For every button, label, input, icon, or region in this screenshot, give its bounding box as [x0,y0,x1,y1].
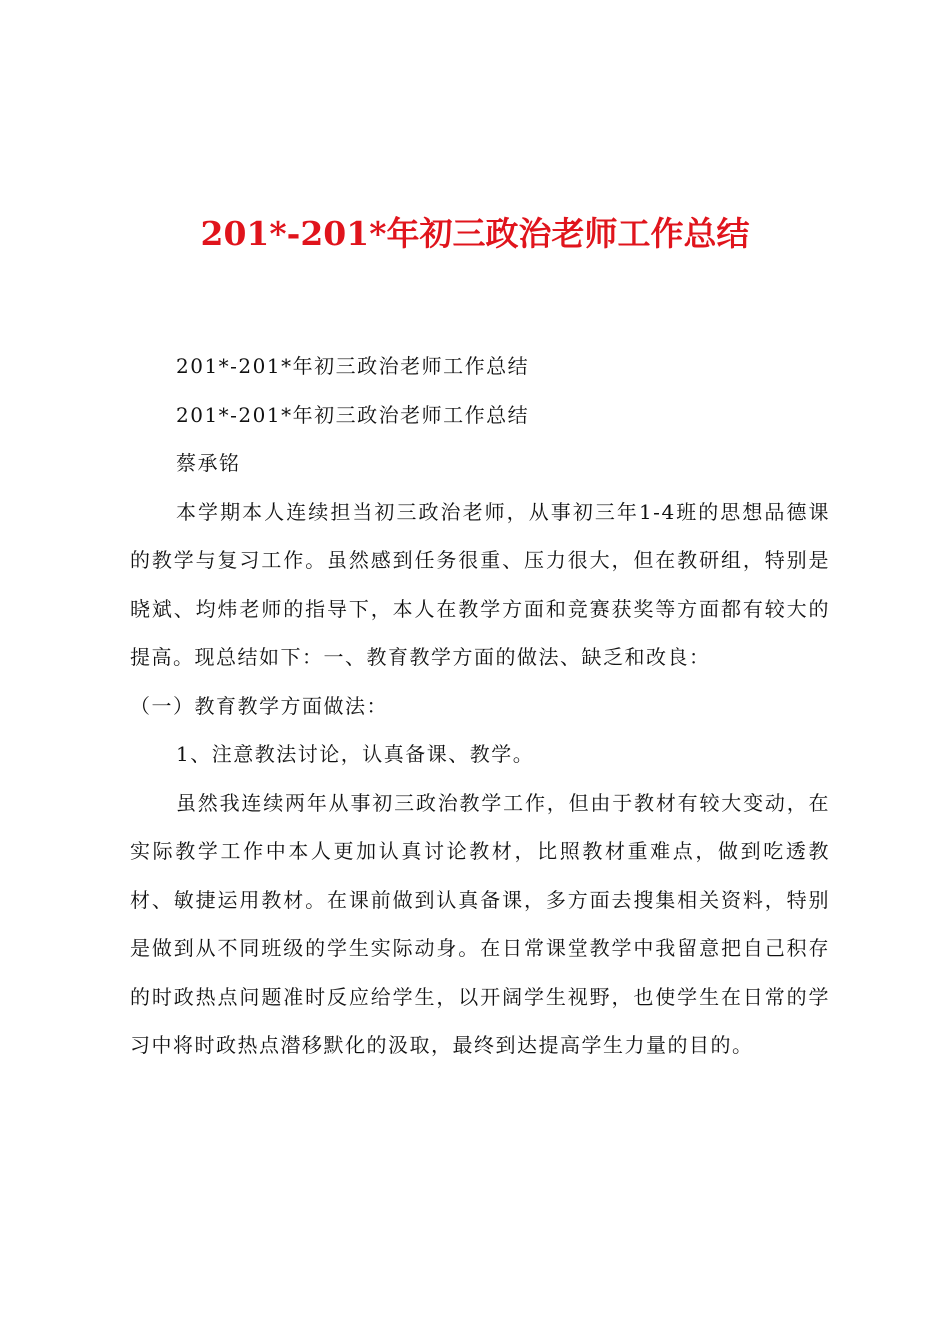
subsection-heading-1: 1、注意教法讨论，认真备课、教学。 [176,742,535,766]
paragraph-intro: 本学期本人连续担当初三政治老师，从事初三年1-4班的思想品德课的教学与复习工作。虽然感到任务很重、压力很大，但在教研组，特别是晓斌、均炜老师的指导下，本人在教学方面和竞赛获奖等方面都有较大的提高。现总结如下：一、教育教学方面的做法、缺乏和改良： [130,499,830,669]
paragraph-heading-1: 201*-201*年初三政治老师工作总结 [176,354,530,378]
document-title: 201*-201*年初三政治老师工作总结 [200,214,750,253]
document-body [130,342,830,1070]
author-name: 蔡承铭 [176,451,241,475]
section-heading-1: （一）教育教学方面做法： [130,693,388,718]
paragraph-body: 虽然我连续两年从事初三政治教学工作，但由于教材有较大变动，在实际教学工作中本人更加认真讨论教材，比照教材重难点，做到吃透教材、敏捷运用教材。在课前做到认真备课，多方面去搜集相关资料，特别是做到从不同班级的学生实际动身。在日常课堂教学中我留意把自己积存的时政热点问题准时反应给学生，以开阔学生视野，也使学生在日常的学习中将时政热点潜移默化的汲取，最终到达提高学生力量的目的。 [130,790,830,1057]
paragraph-heading-2: 201*-201*年初三政治老师工作总结 [176,402,530,427]
